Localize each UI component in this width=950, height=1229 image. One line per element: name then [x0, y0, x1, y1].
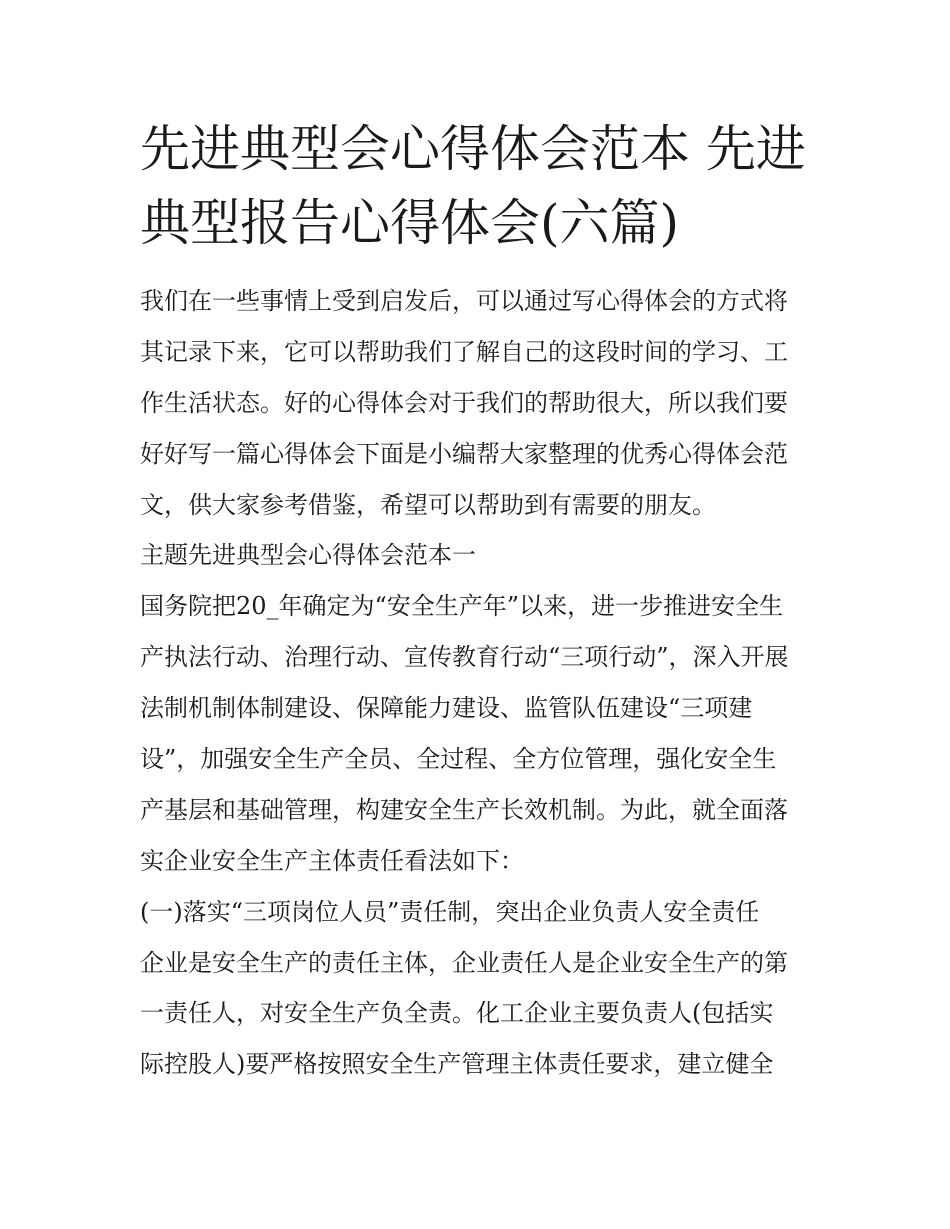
body-line: 企业是安全生产的责任主体，企业责任人是企业安全生产的第 — [140, 948, 788, 977]
title-line-1: 先进典型会心得体会范本 先进 — [140, 120, 806, 178]
subsection-heading: (一)落实“三项岗位人员”责任制，突出企业负责人安全责任 — [140, 897, 760, 926]
body-line: 际控股人)要严格按照安全生产管理主体责任要求，建立健全 — [140, 1050, 774, 1079]
body-line: 产基层和基础管理，构建安全生产长效机制。为此，就全面落 — [140, 795, 788, 824]
body-line: 其记录下来，它可以帮助我们了解自己的这段时间的学习、工 — [140, 337, 788, 366]
body-line: 国务院把20_年确定为“安全生产年”以来，进一步推进安全生 — [140, 592, 784, 621]
body-line: 产执法行动、治理行动、宣传教育行动“三项行动”，深入开展 — [140, 643, 789, 672]
section-heading: 主题先进典型会心得体会范本一 — [140, 541, 476, 570]
title-line-2: 典型报告心得体会(六篇) — [140, 194, 680, 252]
body-line: 好好写一篇心得体会下面是小编帮大家整理的优秀心得体会范 — [140, 439, 788, 468]
body-line: 法制机制体制建设、保障能力建设、监管队伍建设“三项建 — [140, 694, 753, 723]
body-line: 文，供大家参考借鉴，希望可以帮助到有需要的朋友。 — [140, 490, 716, 519]
body-line: 实企业安全生产主体责任看法如下： — [140, 846, 524, 875]
document-title — [140, 112, 820, 260]
document-body — [140, 282, 820, 1096]
body-line: 作生活状态。好的心得体会对于我们的帮助很大，所以我们要 — [140, 388, 788, 417]
body-line: 设”，加强安全生产全员、全过程、全方位管理，强化安全生 — [140, 745, 777, 774]
body-line: 我们在一些事情上受到启发后，可以通过写心得体会的方式将 — [140, 287, 788, 315]
body-line: 一责任人，对安全生产负全责。化工企业主要负责人(包括实 — [140, 999, 774, 1028]
